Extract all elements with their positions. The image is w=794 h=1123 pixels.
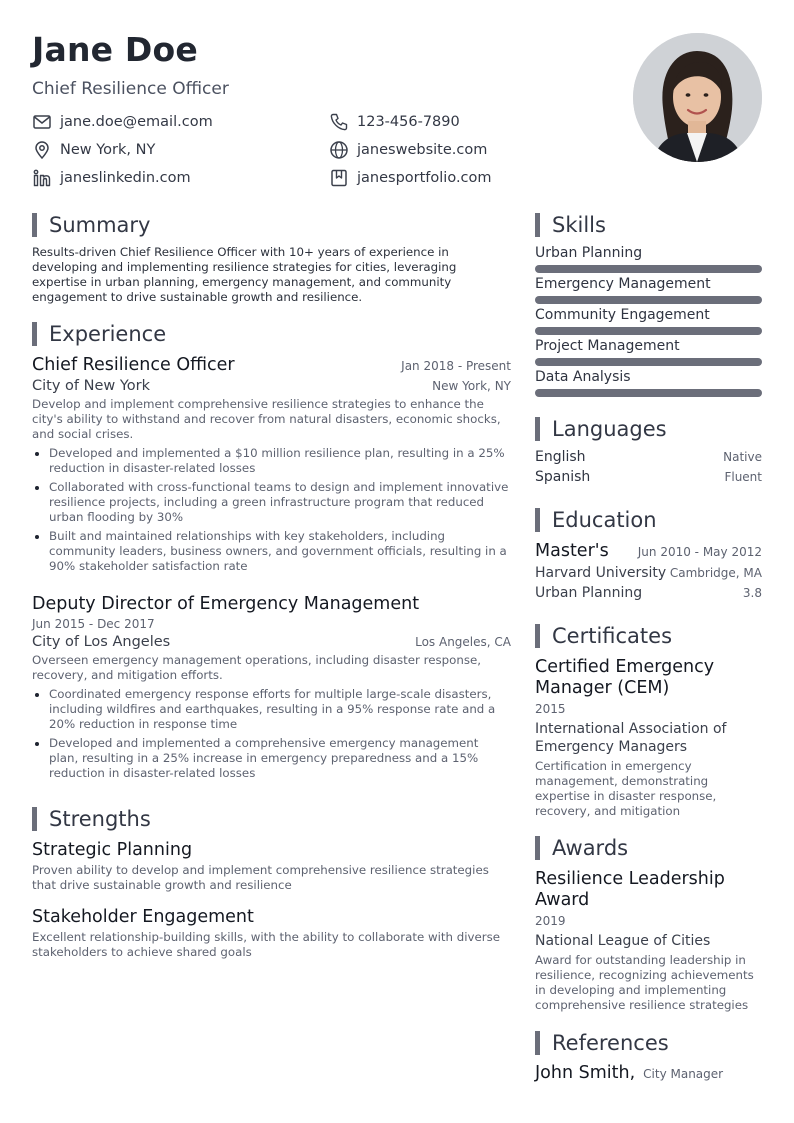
job-bullet: Coordinated emergency response efforts for multiple large-scale disasters, including wildfires and earthquakes, resulting in a 95% response rate and a 20% reduction in response time [32,687,511,732]
experience-heading [32,321,166,347]
job-bullet: Developed and implemented a comprehensive emergency management plan, resulting in a 25% increase in emergency preparedness and a 15% reduction in disaster-related losses [32,736,511,781]
contact-email[interactable] [32,112,213,132]
job-bullet: Developed and implemented a $10 million resilience plan, resulting in a 25% reduction in disaster-related losses [32,446,511,476]
mail-icon [32,112,52,132]
education-degree: Master's [535,541,609,561]
languages-heading [535,416,667,442]
heading-accent-bar [535,508,540,532]
globe-icon [329,140,349,160]
strength-item [32,840,511,893]
skill-bar-fill [535,389,762,397]
education-entry [535,541,762,602]
awards-heading [535,835,628,861]
heading-accent-bar [32,322,37,346]
contact-email-text: jane.doe@email.com [60,114,213,130]
heading-accent-bar [535,213,540,237]
award-name: Resilience Leadership Award [535,869,725,910]
education-heading [535,507,657,533]
job-description: Overseen emergency management operations, including disaster response, recovery, and mitigation efforts. [32,653,481,682]
strength-item [32,907,511,960]
heading-accent-bar [535,836,540,860]
language-name: Spanish [535,469,591,485]
job-company: City of Los Angeles [32,634,171,650]
skills-heading-text: Skills [552,213,606,237]
linkedin-icon [32,168,52,188]
job-dates: Jan 2018 - Present [401,359,511,373]
skill-label: Urban Planning [535,245,643,261]
job-bullet: Built and maintained relationships with key stakeholders, including community leaders, business owners, and government officials, resulting in a 90% stakeholder satisfaction rate [32,529,511,574]
certificate-name: Certified Emergency Manager (CEM) [535,657,715,698]
skill-label: Community Engagement [535,307,710,323]
education-field: Urban Planning [535,585,643,601]
reference-name: John Smith, [535,1063,636,1083]
award-year: 2019 [535,914,566,928]
award-issuer: National League of Cities [535,933,711,949]
references-heading [535,1030,669,1056]
contact-portfolio[interactable] [329,168,492,188]
languages-list [535,449,762,489]
skill-bar [535,265,762,273]
summary-heading-text: Summary [49,213,151,237]
language-level: Native [723,450,762,464]
education-location: Cambridge, MA [669,566,762,580]
summary-heading [32,212,150,238]
bookmark-icon [329,168,349,188]
skill-bar-fill [535,296,762,304]
certificates-heading [535,623,672,649]
references-heading-text: References [552,1031,669,1055]
candidate-title: Chief Resilience Officer [32,79,229,99]
job-bullets [32,687,511,781]
skill-bar [535,358,762,366]
job-entry [32,594,511,785]
heading-accent-bar [32,213,37,237]
language-level: Fluent [724,470,762,484]
summary-text: Results-driven Chief Resilience Officer with 10+ years of experience in developing and implementing resilience strategies for cities, leveraging expertise in urban planning, emergency management, and community engagement to drive sustainable growth and resilience. [32,245,457,304]
heading-accent-bar [32,807,37,831]
job-bullet: Collaborated with cross-functional teams to design and implement innovative resilience projects, including a green infrastructure program that reduced urban flooding by 30% [32,480,511,525]
certificate-description: Certification in emergency management, demonstrating expertise in disaster response, recovery, and mitigation [535,759,717,818]
heading-accent-bar [535,1031,540,1055]
reference-entry [535,1063,762,1084]
job-description: Develop and implement comprehensive resilience strategies to enhance the city's ability to withstand and recover from natural disasters, economic shocks, and social crises. [32,397,501,441]
job-title: Deputy Director of Emergency Management [32,594,420,614]
contact-portfolio-text: janesportfolio.com [357,170,492,186]
heading-accent-bar [535,417,540,441]
phone-icon [329,112,349,132]
contact-linkedin[interactable] [32,168,191,188]
profile-photo [633,33,762,162]
certificate-year: 2015 [535,702,566,716]
languages-heading-text: Languages [552,417,667,441]
award-entry [535,869,762,1013]
reference-role: City Manager [643,1067,724,1081]
certificate-entry [535,657,762,819]
education-school: Harvard University [535,565,667,581]
skill-bar [535,296,762,304]
language-row [535,449,762,465]
education-dates: Jun 2010 - May 2012 [637,545,762,559]
skill-bar [535,327,762,335]
candidate-name: Jane Doe [32,30,198,69]
job-entry [32,355,511,578]
certificates-heading-text: Certificates [552,624,673,648]
strength-text: Proven ability to develop and implement comprehensive resilience strategies that drive sustainable growth and resilience [32,863,489,892]
experience-heading-text: Experience [49,322,167,346]
contact-website[interactable] [329,140,487,160]
skill-label: Project Management [535,338,680,354]
job-dates: Jun 2015 - Dec 2017 [32,617,155,631]
job-bullets [32,446,511,574]
contact-website-text: janeswebsite.com [357,142,488,158]
skills-list [535,245,762,400]
strength-text: Excellent relationship-building skills, with the ability to collaborate with diverse stakeholders to achieve shared goals [32,930,501,959]
skill-bar-fill [535,358,762,366]
language-row [535,469,762,485]
education-gpa: 3.8 [742,586,762,600]
contact-phone-text: 123-456-7890 [357,114,460,130]
contact-linkedin-text: janeslinkedin.com [60,170,191,186]
strengths-heading-text: Strengths [49,807,151,831]
strength-title: Stakeholder Engagement [32,907,254,927]
skill-bar [535,389,762,397]
language-name: English [535,449,586,465]
contact-location-text: New York, NY [60,142,156,158]
contact-location [32,140,155,160]
strengths-heading [32,806,151,832]
job-location: New York, NY [432,379,511,393]
certificate-issuer: International Association of Emergency Managers [535,721,727,755]
map-pin-icon [32,140,52,160]
job-location: Los Angeles, CA [415,635,511,649]
award-description: Award for outstanding leadership in resilience, recognizing achievements in developing and implementing comprehensive resilience strategies [535,953,754,1012]
education-heading-text: Education [552,508,657,532]
contact-phone[interactable] [329,112,460,132]
job-company: City of New York [32,378,151,394]
job-title: Chief Resilience Officer [32,355,235,375]
skills-heading [535,212,606,238]
heading-accent-bar [535,624,540,648]
awards-heading-text: Awards [552,836,629,860]
skill-bar-fill [535,327,762,335]
skill-bar-fill [535,265,762,273]
skill-label: Emergency Management [535,276,711,292]
skill-label: Data Analysis [535,369,631,385]
strength-title: Strategic Planning [32,840,193,860]
